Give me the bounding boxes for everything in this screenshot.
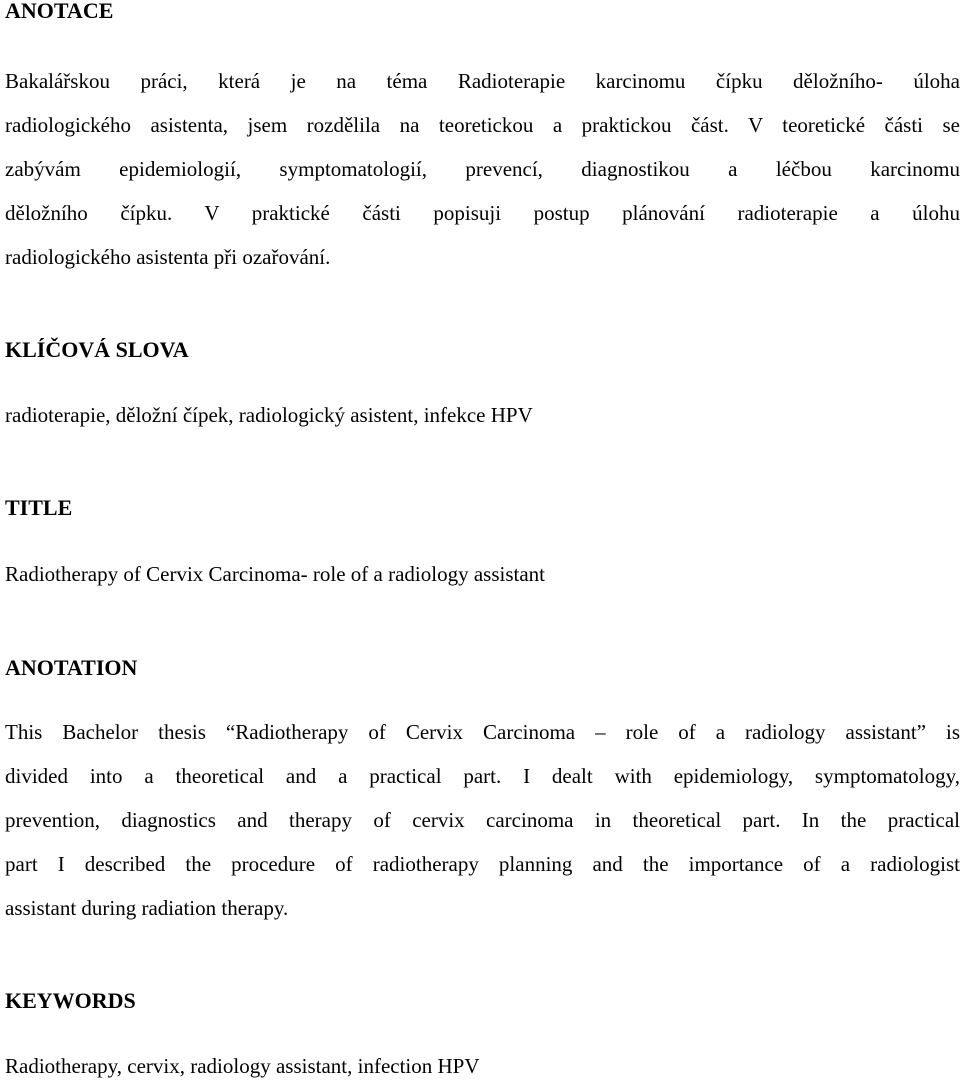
paragraph-line: radiologického asistenta, jsem rozdělila na teoretickou a praktickou část. V teoretické části se: [5, 113, 960, 137]
heading-title: TITLE: [5, 495, 73, 520]
paragraph-line: Bakalářskou práci, která je na téma Radioterapie karcinomu čípku děložního- úloha: [5, 69, 960, 93]
paragraph-anotation: [5, 710, 960, 930]
paragraph-line: zabývám epidemiologií, symptomatologií, prevencí, diagnostikou a léčbou karcinomu: [5, 157, 960, 181]
paragraph-line: děložního čípku. V praktické části popisuji postup plánování radioterapie a úlohu: [5, 201, 960, 225]
heading-keywords: KEYWORDS: [5, 988, 136, 1013]
heading-klicova-slova: KLÍČOVÁ SLOVA: [5, 337, 189, 362]
title-english: Radiotherapy of Cervix Carcinoma- role of a radiology assistant: [5, 562, 546, 586]
paragraph-line: prevention, diagnostics and therapy of cervix carcinoma in theoretical part. In the practical: [5, 808, 960, 832]
keywords-czech: radioterapie, děložní čípek, radiologický asistent, infekce HPV: [5, 403, 533, 427]
paragraph-anotace: [5, 59, 960, 279]
paragraph-line: divided into a theoretical and a practical part. I dealt with epidemiology, symptomatology,: [5, 764, 960, 788]
paragraph-line: radiologického asistenta při ozařování.: [5, 245, 331, 269]
keywords-english: Radiotherapy, cervix, radiology assistant, infection HPV: [5, 1054, 480, 1078]
paragraph-line: assistant during radiation therapy.: [5, 896, 289, 920]
paragraph-line: part I described the procedure of radiotherapy planning and the importance of a radiologist: [5, 852, 960, 876]
paragraph-line: This Bachelor thesis “Radiotherapy of Cervix Carcinoma – role of a radiology assistant” is: [5, 720, 960, 744]
heading-anotace: ANOTACE: [5, 0, 114, 23]
heading-anotation: ANOTATION: [5, 655, 138, 680]
